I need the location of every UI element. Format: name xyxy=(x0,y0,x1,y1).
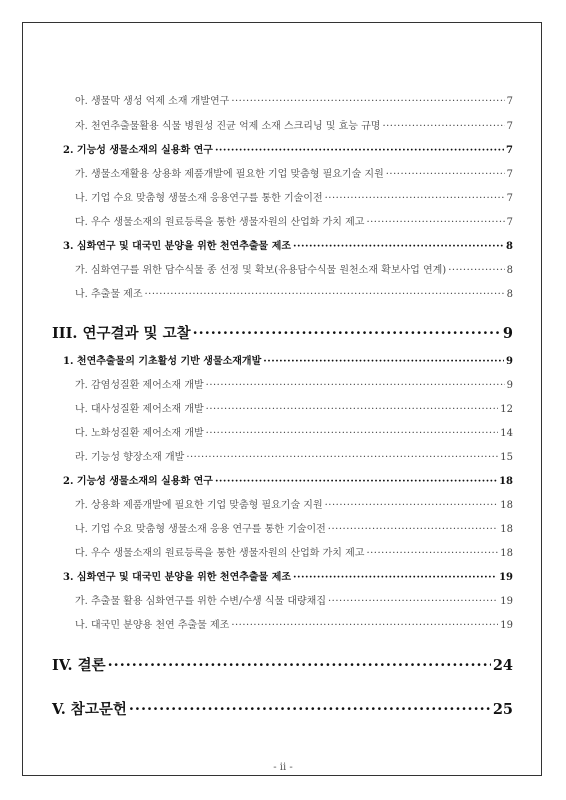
toc-entry-label: 2. 기능성 생물소재의 실용화 연구 xyxy=(63,476,213,487)
leader-dots xyxy=(293,572,497,583)
toc-chapter[interactable] xyxy=(52,698,513,719)
toc-entry-page: 7 xyxy=(506,169,513,180)
toc-entry-label: 가. 감염성질환 제어소재 개발 xyxy=(75,380,204,391)
toc-entry-label: 가. 상용화 제품개발에 필요한 기업 맞춤형 필요기술 지원 xyxy=(75,500,323,511)
toc-entry-page: 7 xyxy=(506,217,513,228)
leader-dots xyxy=(206,380,505,391)
toc-entry[interactable] xyxy=(75,213,513,228)
toc-entry[interactable] xyxy=(63,568,513,583)
leader-dots xyxy=(206,404,499,415)
toc-entry-label: 3. 심화연구 및 대국민 분양을 위한 천연추출물 제조 xyxy=(63,572,292,583)
toc-entry-page: 18 xyxy=(500,500,513,511)
leader-dots xyxy=(328,524,498,535)
leader-dots xyxy=(382,121,504,132)
toc-entry-label: 나. 기업 수요 맞춤형 생물소재 응용연구를 통한 기술이전 xyxy=(75,193,323,204)
toc-entry-page: 18 xyxy=(500,524,513,535)
toc-chapter-page: 9 xyxy=(502,325,513,342)
toc-chapter[interactable] xyxy=(52,322,513,343)
leader-dots xyxy=(263,356,504,367)
toc-entry[interactable] xyxy=(75,496,513,511)
toc-entry-page: 12 xyxy=(500,404,513,415)
leader-dots xyxy=(386,169,505,180)
toc-entry[interactable] xyxy=(75,376,513,391)
toc-entry-label: 나. 대국민 분양용 천연 추출물 제조 xyxy=(75,620,230,631)
toc-entry[interactable] xyxy=(63,237,513,252)
toc-chapter[interactable] xyxy=(52,654,513,675)
page-number: - ii - xyxy=(273,762,293,773)
leader-dots xyxy=(206,428,499,439)
toc-entry-label: 가. 추출물 활용 심화연구를 위한 수변/수생 식물 대량채집 xyxy=(75,596,326,607)
toc-entry[interactable] xyxy=(75,448,513,463)
toc-entry[interactable] xyxy=(75,285,513,300)
toc-entry[interactable] xyxy=(63,141,513,156)
toc-entry[interactable] xyxy=(75,520,513,535)
toc-entry-label: 2. 기능성 생물소재의 실용화 연구 xyxy=(63,145,213,156)
toc-entry-page: 19 xyxy=(500,620,513,631)
toc-entry-page: 8 xyxy=(506,289,513,300)
toc-entry[interactable] xyxy=(75,165,513,180)
toc-entry[interactable] xyxy=(63,352,513,367)
leader-dots xyxy=(328,596,498,607)
toc-chapter-label: IV. 결론 xyxy=(52,657,106,674)
toc-entry-page: 18 xyxy=(499,476,513,487)
toc-entry-page: 9 xyxy=(506,356,513,367)
toc-entry-page: 7 xyxy=(506,96,513,107)
toc-entry-page: 8 xyxy=(506,265,513,276)
toc-entry[interactable] xyxy=(75,92,513,107)
toc-entry-page: 15 xyxy=(500,452,513,463)
toc-chapter-page: 25 xyxy=(492,701,513,718)
toc-entry-label: 가. 생물소재활용 상용화 제품개발에 필요한 기업 맞춤형 필요기술 지원 xyxy=(75,169,384,180)
toc-entry[interactable] xyxy=(75,189,513,204)
toc-entry-label: 나. 대사성질환 제어소재 개발 xyxy=(75,404,204,415)
toc-entry-label: 아. 생물막 생성 억제 소재 개발연구 xyxy=(75,96,230,107)
leader-dots xyxy=(108,657,491,674)
leader-dots xyxy=(231,96,504,107)
toc-entry[interactable] xyxy=(75,544,513,559)
toc-entry-page: 18 xyxy=(500,548,513,559)
toc-entry[interactable] xyxy=(75,424,513,439)
toc-chapter-page: 24 xyxy=(492,657,513,674)
toc-entry-label: 나. 추출물 제조 xyxy=(75,289,143,300)
leader-dots xyxy=(231,620,498,631)
toc-entry-page: 9 xyxy=(506,380,513,391)
toc-entry-label: 다. 우수 생물소재의 원료등록을 통한 생물자원의 산업화 가치 제고 xyxy=(75,217,365,228)
leader-dots xyxy=(186,452,498,463)
leader-dots xyxy=(129,701,491,718)
leader-dots xyxy=(325,193,505,204)
leader-dots xyxy=(293,241,504,252)
toc-entry-label: 다. 우수 생물소재의 원료등록을 통한 생물자원의 산업화 가치 제고 xyxy=(75,548,365,559)
toc-entry[interactable] xyxy=(75,592,513,607)
leader-dots xyxy=(215,476,497,487)
toc-chapter-label: V. 참고문헌 xyxy=(52,701,127,718)
toc-entry[interactable] xyxy=(75,261,513,276)
toc-entry-page: 19 xyxy=(500,596,513,607)
toc-entry-page: 7 xyxy=(506,121,513,132)
toc-entry-page: 14 xyxy=(500,428,513,439)
toc-entry-label: 다. 노화성질환 제어소재 개발 xyxy=(75,428,204,439)
leader-dots xyxy=(193,325,501,342)
toc-entry-label: 1. 천연추출물의 기초활성 기반 생물소재개발 xyxy=(63,356,262,367)
toc-entry-page: 7 xyxy=(506,193,513,204)
toc-entry-label: 라. 기능성 향장소재 개발 xyxy=(75,452,185,463)
toc-entry-page: 8 xyxy=(506,241,513,252)
toc-entry-label: 나. 기업 수요 맞춤형 생물소재 응용 연구를 통한 기술이전 xyxy=(75,524,326,535)
toc-entry-page: 7 xyxy=(506,145,513,156)
toc-entry-page: 19 xyxy=(499,572,513,583)
leader-dots xyxy=(448,265,504,276)
toc-chapter-label: III. 연구결과 및 고찰 xyxy=(52,325,191,342)
leader-dots xyxy=(325,500,499,511)
toc-entry-label: 가. 심화연구를 위한 담수식물 종 선정 및 확보(유용담수식물 원천소재 확보사업 연계) xyxy=(75,265,447,276)
leader-dots xyxy=(215,145,504,156)
leader-dots xyxy=(145,289,505,300)
toc-entry[interactable] xyxy=(75,117,513,132)
toc-entry[interactable] xyxy=(75,400,513,415)
toc-entry[interactable] xyxy=(75,616,513,631)
toc-entry-label: 자. 천연추출물활용 식물 병원성 진균 억제 소재 스크리닝 및 효능 규명 xyxy=(75,121,381,132)
toc-entry[interactable] xyxy=(63,472,513,487)
leader-dots xyxy=(366,548,498,559)
toc-entry-label: 3. 심화연구 및 대국민 분양을 위한 천연추출물 제조 xyxy=(63,241,292,252)
leader-dots xyxy=(366,217,504,228)
